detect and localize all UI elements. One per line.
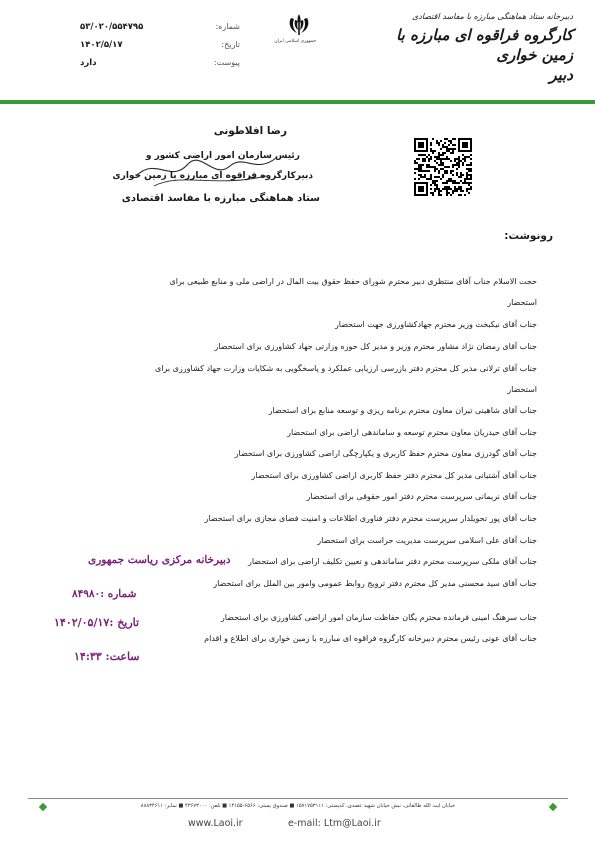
recipient-line: جناب آقای علی اسلامی سرپرست مدیریت حراست برای استحضار	[317, 536, 537, 545]
recipient-line: جناب آقای رمضان نژاد مشاور محترم وزیر و مدیر کل حوزه وزارتی جهاد کشاورزی برای استحضار	[214, 342, 537, 351]
organization-role: دبیر	[549, 66, 573, 84]
recipient-line: جناب آقای نیکبخت وزیر محترم جهادکشاورزی جهت استحضار	[334, 320, 537, 329]
signer-name: رضا افلاطونی	[213, 125, 287, 137]
date-value: ۱۴۰۲/۵/۱۷	[80, 40, 123, 50]
recipient-line: حجت الاسلام جناب آقای منتظری دبیر محترم شورای حفظ حقوق بیت المال در اراضی ملی و منابع طبیعی برای	[169, 277, 537, 286]
recipient-line: جناب آقای ملکی سرپرست محترم دفتر ساماندهی و تعیین تکلیف اراضی برای استحضار	[247, 557, 537, 566]
cc-title: رونوشت:	[504, 230, 553, 242]
recipient-line: جناب سرهنگ امینی فرمانده محترم یگان حفاظت سازمان امور اراضی کشاورزی برای استحضار	[220, 613, 537, 622]
recipient-line: استحضار	[507, 385, 537, 394]
number-value: ۵۳/۰۲۰/۵۵۴۷۹۵	[80, 22, 144, 32]
emblem-caption: جمهوری اسلامی ایران	[274, 39, 316, 44]
meta-date-row	[80, 40, 240, 58]
signer-title-1: رئیس سازمان امور اراضی کشور و	[145, 151, 300, 161]
recipient-line: جناب آقای شاهینی تیران معاون محترم برنامه ریزی و توسعه منابع برای استحضار	[268, 406, 537, 415]
emblem-icon	[286, 12, 312, 38]
recipient-line: جناب آقای حیدریان معاون محترم توسعه و ساماندهی اراضی برای استحضار	[287, 428, 537, 437]
organization-title: کارگروه فراقوه ای مبارزه با زمین خواری	[396, 26, 573, 64]
recipient-line: استحضار	[507, 298, 537, 307]
recipient-line: جناب آقای گودرزی معاون محترم حفظ کاربری و یکپارچگی اراضی کشاورزی برای استحضار	[234, 449, 537, 458]
meta-attachment-row	[80, 58, 240, 76]
organization-header	[373, 12, 573, 85]
stamp-time: ساعت: ۱۴:۳۳	[74, 650, 140, 663]
stamp-number: شماره :۸۴۹۸۰	[72, 588, 137, 600]
footer-address: خیابان آیت الله طالقانی، نبش خیابان شهید عضدی، کدپستی: ۱۵۷۱۷۵۳۱۱۱ ■ صندوق پستی: ۶۵۶۶-۱۴۱۵۵ ■ تلفن: ۴۳۶۷۳۰۰۰ ■ نمابر: ۸۸۸۳۴۶۱۱	[140, 803, 456, 809]
recipient-line: جناب آقای سید محسنی مدیر کل محترم دفتر ترویج روابط عمومی وامور بین الملل برای استحضار	[213, 579, 537, 588]
recipient-line: جناب آقای پور تحویلدار سرپرست محترم دفتر فناوری اطلاعات و امنیت فضای مجازی برای استحضار	[204, 514, 537, 523]
footer-divider	[28, 798, 568, 799]
recipient-line: جناب آقای عونی رئیس محترم دبیرخانه کارگروه فراقوه ای مبارزه با زمین خواری برای اطلاع و اقدام	[204, 634, 537, 643]
footer-email: e-mail: Ltm@Laoi.ir	[288, 818, 381, 829]
stamp-date: تاریخ :۱۴۰۲/۰۵/۱۷	[54, 616, 140, 629]
recipient-line: جناب آقای ترلانی مدیر کل محترم دفتر بازرسی ارزیابی عملکرد و پاسخگویی به شکایات وزارت جهاد کشاورزی برای	[155, 364, 537, 373]
iran-emblem	[274, 12, 316, 44]
signer-title-3: ستاد هماهنگی مبارزه با مفاسد اقتصادی	[121, 193, 320, 204]
signature-scribble	[126, 136, 286, 196]
recipient-line: جناب آقای آشتیانی مدیر کل محترم دفتر حفظ کاربری اراضی کشاورزی برای استحضار	[251, 471, 537, 480]
date-label: تاریخ:	[221, 40, 240, 49]
recipient-line: جناب آقای نریمانی سرپرست محترم دفتر امور حقوقی برای استحضار	[306, 492, 537, 501]
qr-code	[414, 138, 472, 196]
stamp-office: دبیرخانه مرکزی ریاست جمهوری	[88, 554, 231, 566]
signer-title-2: دبیرکارگروه فراقوه ای مبارزه با زمین خواری	[112, 171, 313, 181]
number-label: شماره:	[215, 22, 240, 31]
attachment-label: پیوست:	[213, 58, 240, 67]
letter-meta	[80, 22, 240, 76]
footer-website: www.Laoi.ir	[188, 818, 243, 829]
meta-number-row	[80, 22, 240, 40]
organization-small-title: دبیرخانه ستاد هماهنگی مبارزه با مفاسد اقتصادی	[412, 12, 573, 21]
header-divider	[0, 100, 595, 104]
attachment-value: دارد	[80, 58, 97, 68]
